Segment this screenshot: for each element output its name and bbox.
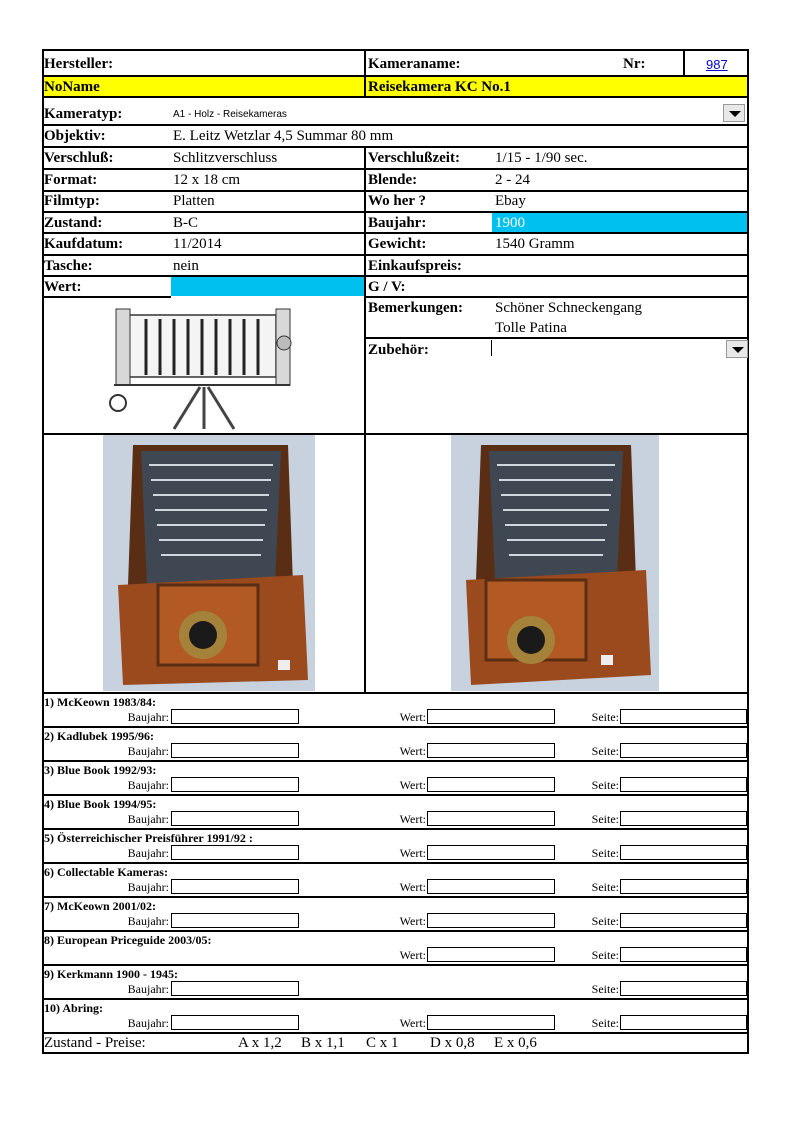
- verschluss-value: Schlitzverschluss: [173, 150, 278, 166]
- col-divider-photos: [364, 433, 366, 693]
- border-top: [42, 49, 749, 51]
- camera-photo-1: [103, 435, 315, 691]
- gewicht-label: Gewicht:: [368, 236, 427, 252]
- blende-label: Blende:: [368, 172, 418, 188]
- wert-ref-input[interactable]: [427, 709, 555, 724]
- wert-ref-input[interactable]: [427, 743, 555, 758]
- baujahr-value: 1900: [495, 215, 525, 231]
- row-divider: [364, 337, 749, 339]
- reference-title: 5) Österreichischer Preisführer 1991/92 :: [44, 831, 253, 845]
- wert-ref-label: Wert:: [399, 846, 426, 860]
- wert-ref-label: Wert:: [399, 914, 426, 928]
- reference-title: 2) Kadlubek 1995/96:: [44, 729, 155, 743]
- baujahr-highlight: [492, 213, 747, 232]
- reference-title: 1) McKeown 1983/84:: [44, 695, 156, 709]
- reference-title: 6) Collectable Kameras:: [44, 865, 168, 879]
- baujahr-ref-label: Baujahr:: [127, 778, 169, 792]
- row-divider: [42, 760, 749, 762]
- woher-value: Ebay: [495, 193, 526, 209]
- wert-ref-label: Wert:: [399, 880, 426, 894]
- einkaufspreis-label: Einkaufspreis:: [368, 258, 462, 274]
- reference-title: 7) McKeown 2001/02:: [44, 899, 156, 913]
- row-divider: [42, 828, 749, 830]
- bemerkungen-line-2: Tolle Patina: [495, 320, 567, 336]
- baujahr-ref-label: Baujahr:: [127, 812, 169, 826]
- zustand-preise-label: Zustand - Preise:: [44, 1035, 146, 1051]
- camera-engraving-image: [104, 301, 302, 431]
- seite-ref-label: Seite:: [591, 914, 619, 928]
- seite-ref-input[interactable]: [620, 743, 747, 758]
- baujahr-ref-input[interactable]: [171, 981, 299, 996]
- gv-label: G / V:: [368, 279, 406, 295]
- kaufdatum-label: Kaufdatum:: [44, 236, 124, 252]
- seite-ref-label: Seite:: [591, 778, 619, 792]
- wert-ref-input[interactable]: [427, 811, 555, 826]
- seite-ref-label: Seite:: [591, 846, 619, 860]
- price-factor-e: E x 0,6: [494, 1035, 537, 1051]
- kaufdatum-value: 11/2014: [173, 236, 222, 252]
- kameratyp-label: Kameratyp:: [44, 106, 123, 122]
- zubehoer-dropdown-arrow-icon[interactable]: [726, 340, 748, 358]
- seite-ref-label: Seite:: [591, 880, 619, 894]
- tasche-label: Tasche:: [44, 258, 93, 274]
- baujahr-label: Baujahr:: [368, 215, 427, 231]
- seite-ref-label: Seite:: [591, 948, 619, 962]
- filmtyp-label: Filmtyp:: [44, 193, 100, 209]
- reference-title: 10) Abring:: [44, 1001, 104, 1015]
- nr-divider: [683, 49, 685, 76]
- seite-ref-input[interactable]: [620, 947, 747, 962]
- blende-value: 2 - 24: [495, 172, 530, 188]
- baujahr-ref-input[interactable]: [171, 777, 299, 792]
- kameratyp-select[interactable]: A1 - Holz - Reisekameras: [173, 109, 287, 120]
- seite-ref-input[interactable]: [620, 1015, 747, 1030]
- camera-photo-2: [451, 435, 659, 691]
- wert-label: Wert:: [44, 279, 82, 295]
- seite-ref-label: Seite:: [591, 744, 619, 758]
- reference-title: 4) Blue Book 1994/95:: [44, 797, 157, 811]
- price-factor-d: D x 0,8: [430, 1035, 475, 1051]
- seite-ref-input[interactable]: [620, 845, 747, 860]
- wert-ref-input[interactable]: [427, 1015, 555, 1030]
- row-divider: [42, 692, 749, 694]
- hersteller-value: NoName: [44, 79, 100, 95]
- format-value: 12 x 18 cm: [173, 172, 241, 188]
- objektiv-value: E. Leitz Wetzlar 4,5 Summar 80 mm: [173, 128, 394, 144]
- wert-input[interactable]: [171, 277, 364, 296]
- baujahr-ref-label: Baujahr:: [127, 880, 169, 894]
- baujahr-ref-label: Baujahr:: [127, 710, 169, 724]
- wert-ref-label: Wert:: [399, 710, 426, 724]
- verschlusszeit-label: Verschlußzeit:: [368, 150, 460, 166]
- baujahr-ref-input[interactable]: [171, 913, 299, 928]
- hersteller-label: Hersteller:: [44, 56, 114, 72]
- wert-ref-label: Wert:: [399, 1016, 426, 1030]
- row-divider: [42, 794, 749, 796]
- format-label: Format:: [44, 172, 98, 188]
- row-divider: [42, 124, 749, 126]
- baujahr-ref-input[interactable]: [171, 845, 299, 860]
- woher-label: Wo her ?: [368, 193, 427, 209]
- wert-ref-input[interactable]: [427, 947, 555, 962]
- wert-ref-input[interactable]: [427, 777, 555, 792]
- wert-ref-input[interactable]: [427, 879, 555, 894]
- baujahr-ref-input[interactable]: [171, 743, 299, 758]
- zubehoer-select-edge: [491, 340, 492, 356]
- seite-ref-label: Seite:: [591, 982, 619, 996]
- row-divider: [42, 726, 749, 728]
- kameratyp-dropdown-arrow-icon[interactable]: [723, 104, 745, 122]
- seite-ref-input[interactable]: [620, 981, 747, 996]
- border-right: [747, 49, 749, 1054]
- nr-link[interactable]: 987: [706, 57, 728, 72]
- price-factor-c: C x 1: [366, 1035, 399, 1051]
- filmtyp-value: Platten: [173, 193, 215, 209]
- row-divider: [42, 896, 749, 898]
- row-divider: [42, 930, 749, 932]
- reference-title: 8) European Priceguide 2003/05:: [44, 933, 212, 947]
- kameraname-value: Reisekamera KC No.1: [368, 79, 511, 95]
- baujahr-ref-input[interactable]: [171, 879, 299, 894]
- baujahr-ref-label: Baujahr:: [127, 846, 169, 860]
- gewicht-value: 1540 Gramm: [495, 236, 575, 252]
- seite-ref-label: Seite:: [591, 1016, 619, 1030]
- baujahr-ref-label: Baujahr:: [127, 744, 169, 758]
- baujahr-ref-input[interactable]: [171, 1015, 299, 1030]
- seite-ref-input[interactable]: [620, 811, 747, 826]
- seite-ref-label: Seite:: [591, 812, 619, 826]
- zubehoer-label: Zubehör:: [368, 342, 429, 358]
- baujahr-ref-input[interactable]: [171, 811, 299, 826]
- reference-title: 3) Blue Book 1992/93:: [44, 763, 157, 777]
- wert-ref-label: Wert:: [399, 744, 426, 758]
- col-divider-top: [364, 49, 366, 98]
- seite-ref-input[interactable]: [620, 709, 747, 724]
- baujahr-ref-label: Baujahr:: [127, 1016, 169, 1030]
- price-factor-b: B x 1,1: [301, 1035, 345, 1051]
- bemerkungen-label: Bemerkungen:: [368, 300, 463, 316]
- baujahr-ref-label: Baujahr:: [127, 982, 169, 996]
- price-factor-a: A x 1,2: [238, 1035, 282, 1051]
- row-divider: [42, 96, 749, 98]
- seite-ref-input[interactable]: [620, 777, 747, 792]
- reference-title: 9) Kerkmann 1900 - 1945:: [44, 967, 178, 981]
- baujahr-ref-label: Baujahr:: [127, 914, 169, 928]
- kameraname-label: Kameraname:: [368, 56, 461, 72]
- wert-ref-input[interactable]: [427, 845, 555, 860]
- wert-ref-input[interactable]: [427, 913, 555, 928]
- zustand-value: B-C: [173, 215, 199, 231]
- objektiv-label: Objektiv:: [44, 128, 106, 144]
- tasche-value: nein: [173, 258, 199, 274]
- seite-ref-input[interactable]: [620, 879, 747, 894]
- verschluss-label: Verschluß:: [44, 150, 114, 166]
- row-divider: [42, 862, 749, 864]
- wert-ref-label: Wert:: [399, 948, 426, 962]
- verschlusszeit-value: 1/15 - 1/90 sec.: [495, 150, 588, 166]
- nr-label: Nr:: [623, 56, 646, 72]
- row-divider: [42, 998, 749, 1000]
- seite-ref-input[interactable]: [620, 913, 747, 928]
- baujahr-ref-input[interactable]: [171, 709, 299, 724]
- zustand-label: Zustand:: [44, 215, 103, 231]
- wert-ref-label: Wert:: [399, 812, 426, 826]
- row-divider: [42, 964, 749, 966]
- row-divider: [42, 296, 171, 298]
- seite-ref-label: Seite:: [591, 710, 619, 724]
- wert-ref-label: Wert:: [399, 778, 426, 792]
- bemerkungen-line-1: Schöner Schneckengang: [495, 300, 643, 316]
